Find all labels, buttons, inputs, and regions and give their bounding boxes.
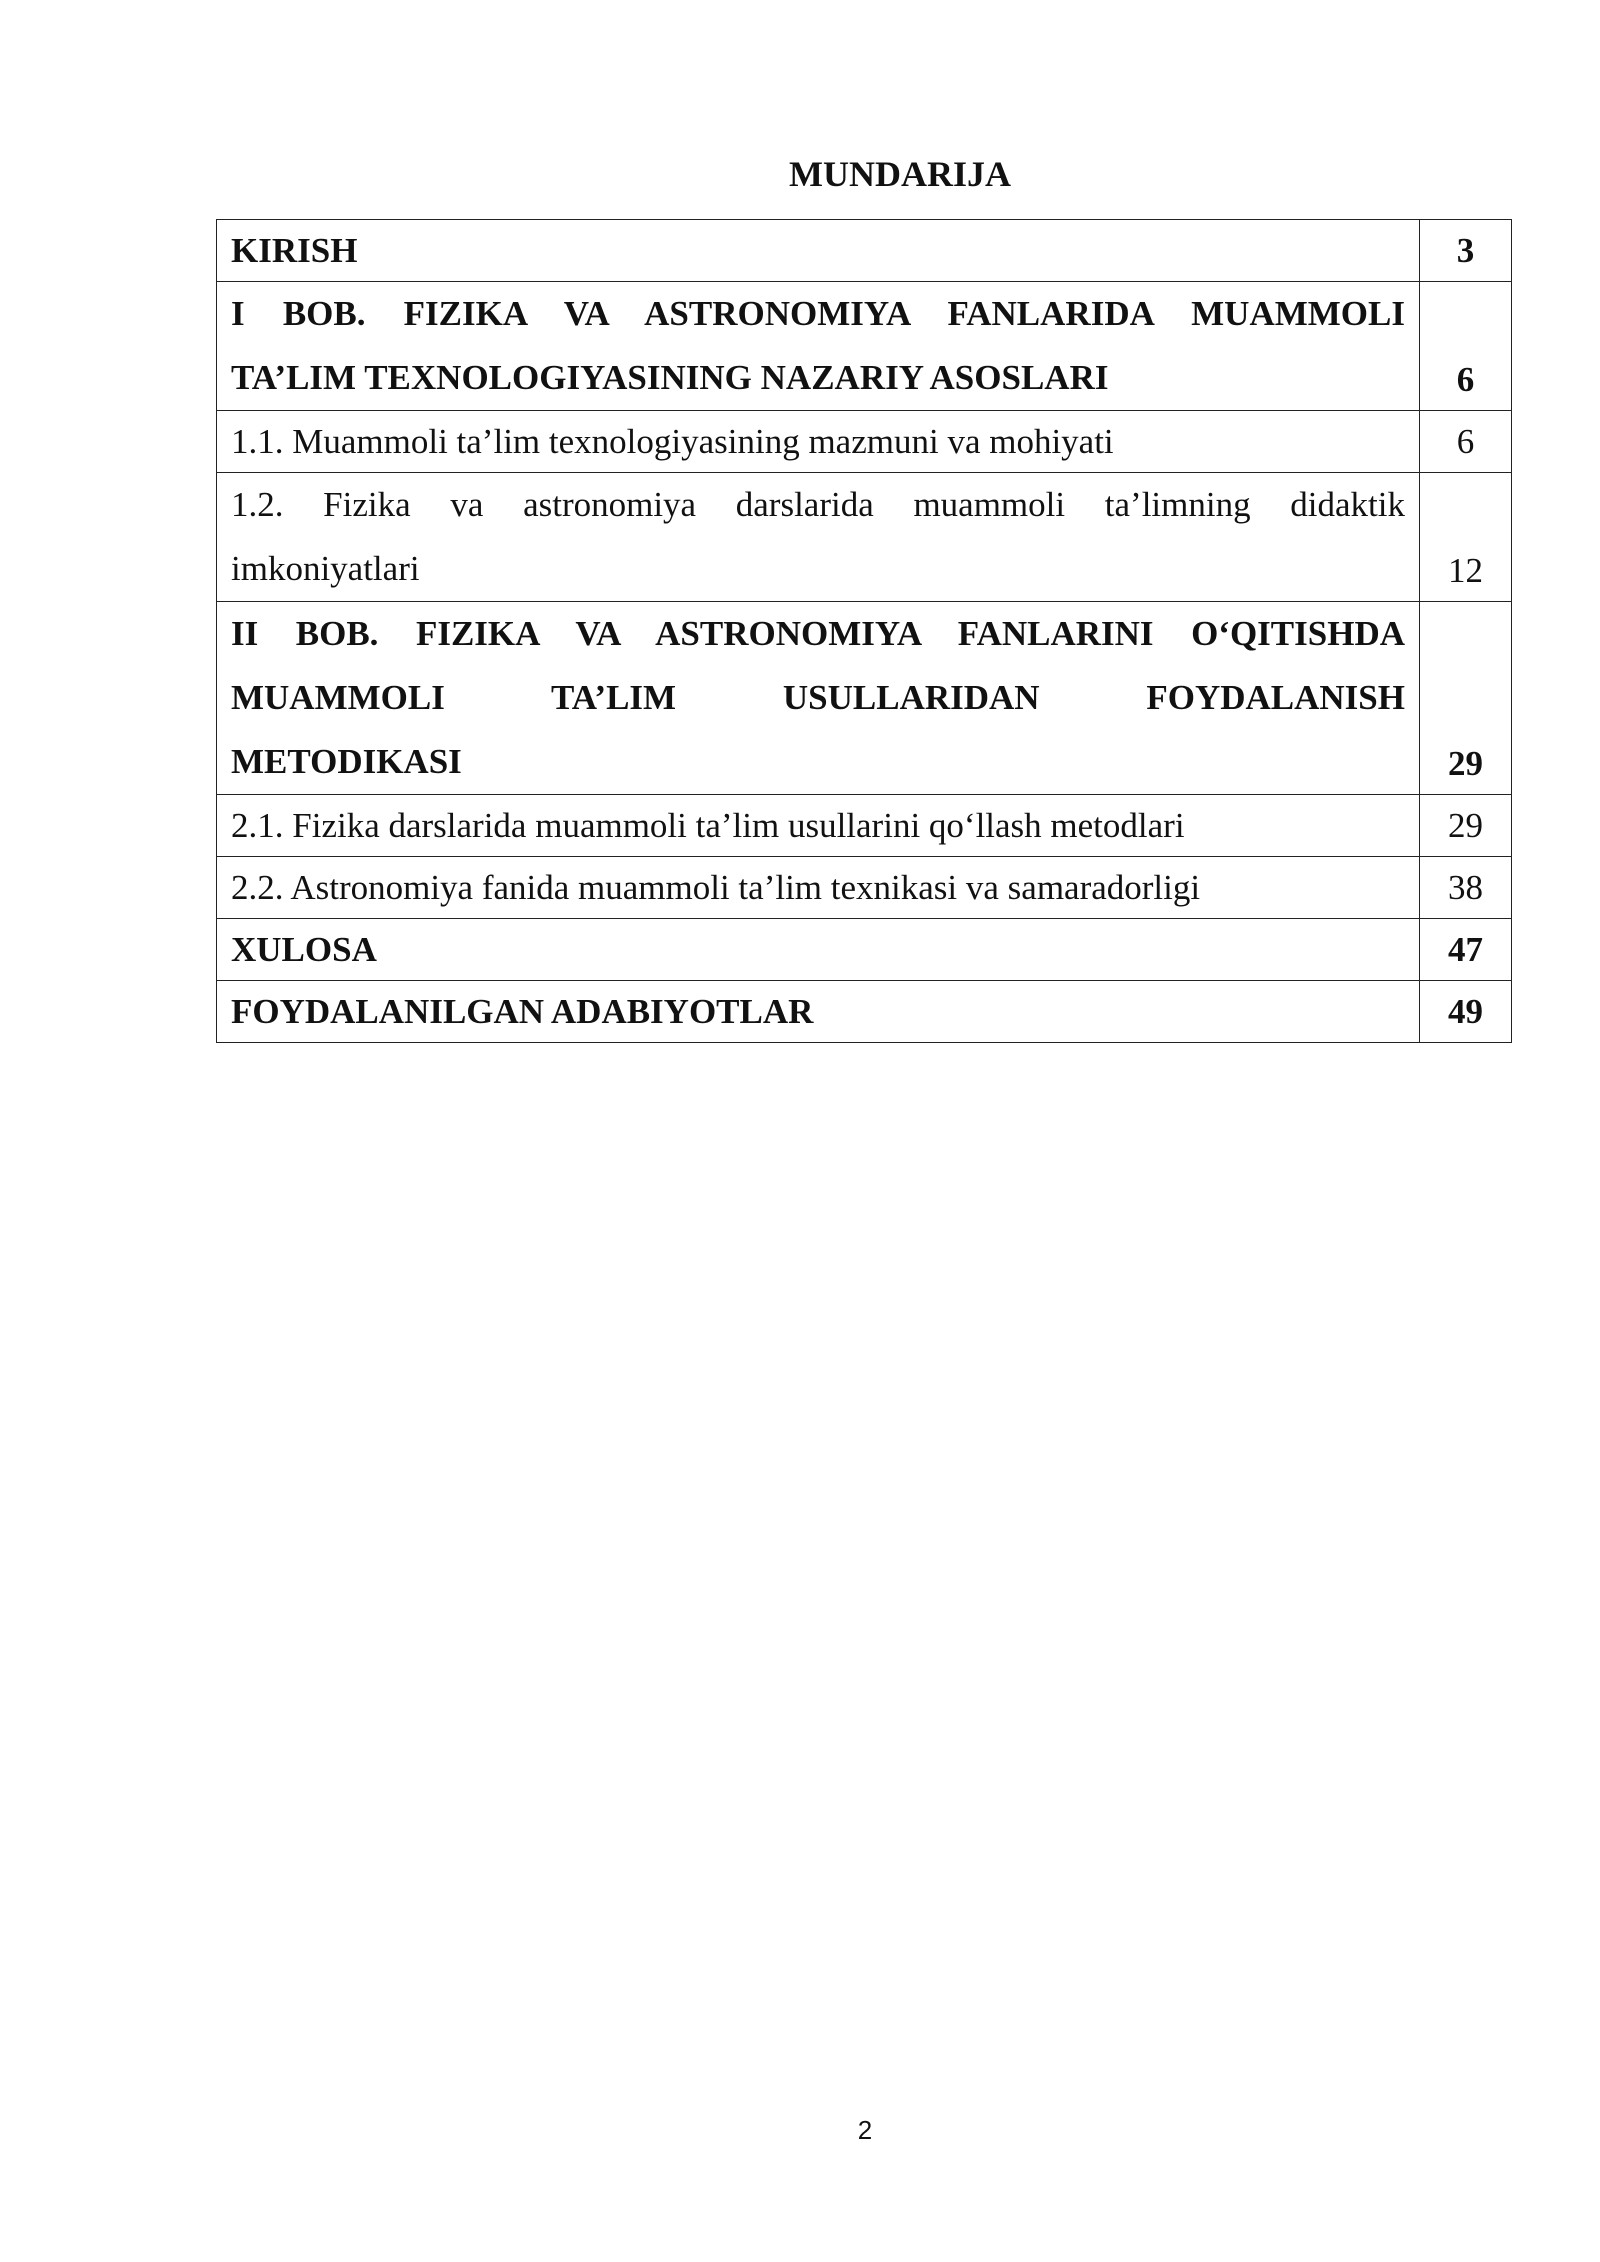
toc-entry-title: 2.1. Fizika darslarida muammoli ta’lim usullarini qo‘llash metodlari	[217, 795, 1420, 857]
page-number: 2	[857, 2115, 873, 2145]
toc-row-references[interactable]	[217, 981, 1512, 1043]
toc-entry-title: FOYDALANILGAN ADABIYOTLAR	[217, 981, 1420, 1043]
toc-entry-page: 49	[1420, 981, 1512, 1043]
toc-entry-title: 2.2. Astronomiya fanida muammoli ta’lim texnikasi va samaradorligi	[217, 857, 1420, 919]
toc-entry-title: II BOB. FIZIKA VA ASTRONOMIYA FANLARINI O‘QITISHDA MUAMMOLI TA’LIM USULLARIDAN FOYDALANISH METODIKASI	[217, 602, 1420, 795]
toc-entry-title: 1.1. Muammoli ta’lim texnologiyasining mazmuni va mohiyati	[217, 411, 1420, 473]
toc-row-section-2-2[interactable]	[217, 857, 1512, 919]
toc-row-section-1-1[interactable]	[217, 411, 1512, 473]
toc-entry-page: 38	[1420, 857, 1512, 919]
toc-entry-page: 6	[1420, 282, 1512, 411]
toc-row-section-1-2[interactable]	[217, 473, 1512, 602]
toc-entry-page: 3	[1420, 220, 1512, 282]
toc-entry-page: 47	[1420, 919, 1512, 981]
toc-row-xulosa[interactable]	[217, 919, 1512, 981]
toc-entry-page: 29	[1420, 602, 1512, 795]
toc-entry-title: KIRISH	[217, 220, 1420, 282]
toc-row-chapter-2[interactable]	[217, 602, 1512, 795]
toc-entry-page: 12	[1420, 473, 1512, 602]
page-title: MUNDARIJA	[789, 154, 1011, 194]
toc-row-kirish[interactable]	[217, 220, 1512, 282]
toc-entry-title: XULOSA	[217, 919, 1420, 981]
toc-entry-page: 6	[1420, 411, 1512, 473]
table-of-contents	[216, 219, 1512, 1043]
toc-row-section-2-1[interactable]	[217, 795, 1512, 857]
toc-row-chapter-1[interactable]	[217, 282, 1512, 411]
toc-entry-page: 29	[1420, 795, 1512, 857]
toc-entry-title: 1.2. Fizika va astronomiya darslarida muammoli ta’limning didaktik imkoniyatlari	[217, 473, 1420, 602]
toc-entry-title: I BOB. FIZIKA VA ASTRONOMIYA FANLARIDA MUAMMOLI TA’LIM TEXNOLOGIYASINING NAZARIY ASOSLARI	[217, 282, 1420, 411]
